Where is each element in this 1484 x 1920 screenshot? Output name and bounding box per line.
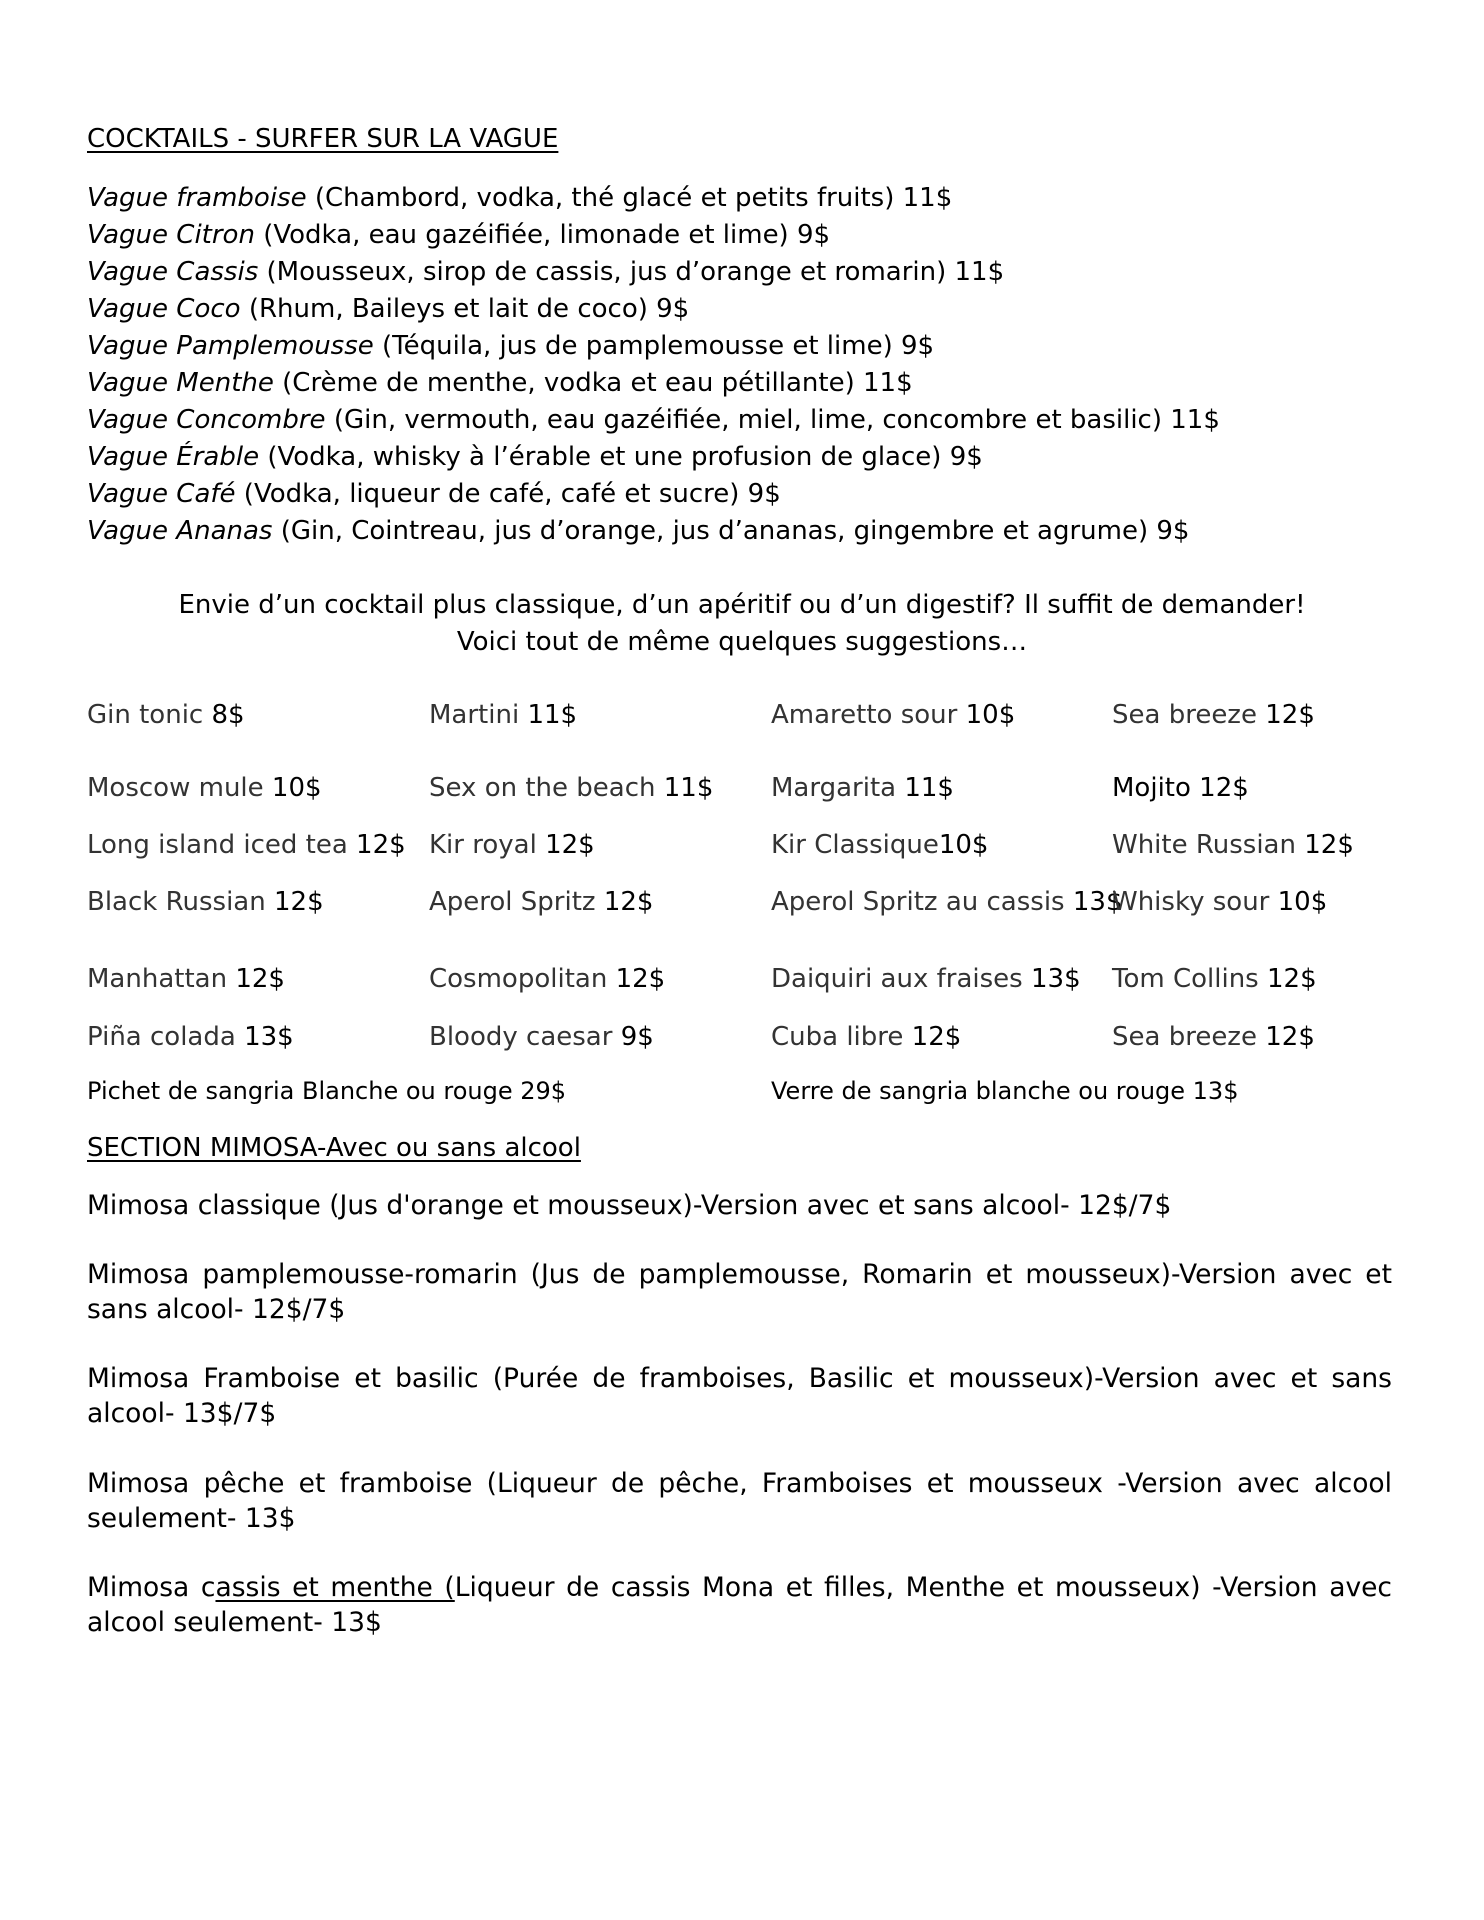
mimosa-text: Mimosa c bbox=[87, 1572, 216, 1603]
classic-price: 12$ bbox=[603, 887, 654, 917]
drink-name: Vague Coco bbox=[87, 294, 241, 324]
drink-details: (Gin, vermouth, eau gazéifiée, miel, lime, concombre et basilic) 11$ bbox=[325, 405, 1220, 435]
drink-name: Vague Cassis bbox=[87, 257, 259, 287]
classic-item bbox=[429, 964, 665, 994]
classic-item bbox=[1112, 964, 1317, 994]
classic-item bbox=[429, 1022, 654, 1052]
sangria-pitcher: Pichet de sangria Blanche ou rouge 29$ bbox=[87, 1077, 567, 1105]
classic-name: White Russian bbox=[1112, 830, 1305, 860]
classic-name: Bloody caesar bbox=[429, 1022, 621, 1052]
classic-price: 13$ bbox=[1072, 887, 1123, 917]
classic-price: 10$ bbox=[965, 700, 1016, 730]
classic-name: Long island iced tea bbox=[87, 830, 357, 860]
drink-details: (Mousseux, sirop de cassis, jus d’orange et romarin) 11$ bbox=[258, 257, 1005, 287]
classic-name: Margarita bbox=[771, 773, 905, 803]
classic-item bbox=[87, 830, 406, 860]
classic-name: Martini bbox=[429, 700, 528, 730]
classic-price: 12$ bbox=[911, 1022, 962, 1052]
classic-price: 10$ bbox=[271, 773, 322, 803]
classic-item bbox=[1112, 1022, 1315, 1052]
classic-item bbox=[771, 1022, 961, 1052]
classic-item bbox=[1112, 700, 1315, 730]
sangria-glass: Verre de sangria blanche ou rouge 13$ bbox=[771, 1077, 1239, 1105]
classic-item bbox=[87, 773, 322, 803]
classic-name: Daiquiri aux fraises bbox=[771, 964, 1031, 994]
classic-price: 11$ bbox=[904, 773, 954, 803]
intro-line-2: Voici tout de même quelques suggestions… bbox=[456, 627, 1028, 657]
mimosa-text: Liqueur de cassis Mona et filles, Menthe et mousseux) -Version avec alcool seulement- 13$ bbox=[87, 1572, 1392, 1638]
drink-name: Vague Café bbox=[87, 479, 236, 509]
drink-name: Vague Érable bbox=[87, 442, 260, 472]
classic-name: Cosmopolitan bbox=[429, 964, 616, 994]
classic-price: 13$ bbox=[244, 1022, 294, 1052]
drink-details: (Rhum, Baileys et lait de coco) 9$ bbox=[240, 294, 690, 324]
classic-name: Sex on the beach bbox=[429, 773, 664, 803]
classic-name: Sea breeze bbox=[1112, 1022, 1266, 1052]
list-item bbox=[87, 180, 952, 217]
mimosa-item-pamplemousse: Mimosa pamplemousse-romarin (Jus de pamplemousse, Romarin et mousseux)-Version avec et sans alcool- 12$/7$ bbox=[87, 1259, 1392, 1325]
classic-price: 12$ bbox=[356, 830, 406, 860]
classic-name: Sea breeze bbox=[1112, 700, 1266, 730]
classic-price: 12$ bbox=[1266, 964, 1317, 994]
classic-price: 9$ bbox=[620, 1022, 654, 1052]
classic-name: Aperol Spritz au cassis bbox=[771, 887, 1073, 917]
classic-item bbox=[771, 964, 1081, 994]
list-item bbox=[87, 291, 689, 328]
mimosa-item-framboise-basilic: Mimosa Framboise et basilic (Purée de framboises, Basilic et mousseux)-Version avec et sans alcool- 13$/7$ bbox=[87, 1363, 1392, 1429]
classic-name: Manhattan bbox=[87, 964, 236, 994]
mimosa-item-cassis-menthe bbox=[87, 1570, 1392, 1640]
mimosa-item-classique: Mimosa classique (Jus d'orange et mousseux)-Version avec et sans alcool- 12$/7$ bbox=[87, 1190, 1172, 1221]
classic-price: 12$ bbox=[1199, 773, 1249, 803]
classic-price: 12$ bbox=[1304, 830, 1354, 860]
classic-item bbox=[429, 700, 577, 730]
classic-price: 12$ bbox=[615, 964, 666, 994]
classic-name: Tom Collins bbox=[1112, 964, 1267, 994]
classic-price: 12$ bbox=[1265, 700, 1315, 730]
classic-name: Moscow mule bbox=[87, 773, 272, 803]
mimosa-item-peche-framboise: Mimosa pêche et framboise (Liqueur de pêche, Framboises et mousseux -Version avec alcool seulement- 13$ bbox=[87, 1468, 1392, 1534]
classic-price: 13$ bbox=[1030, 964, 1081, 994]
classic-item bbox=[771, 773, 954, 803]
classic-name: Aperol Spritz bbox=[429, 887, 604, 917]
drink-name: Vague Ananas bbox=[87, 516, 273, 546]
classic-item bbox=[429, 830, 595, 860]
classic-item bbox=[1112, 887, 1327, 917]
classic-price: 12$ bbox=[545, 830, 595, 860]
classic-name: Kir Classique bbox=[771, 830, 939, 860]
classic-name: Whisky sour bbox=[1112, 887, 1278, 917]
list-item bbox=[87, 513, 1189, 550]
classic-name: Mojito bbox=[1112, 773, 1200, 803]
drink-details: (Vodka, eau gazéifiée, limonade et lime) 9$ bbox=[254, 220, 831, 250]
cocktails-heading: COCKTAILS - SURFER SUR LA VAGUE bbox=[87, 124, 559, 154]
drink-details: (Chambord, vodka, thé glacé et petits fruits) 11$ bbox=[306, 183, 953, 213]
classic-price: 8$ bbox=[211, 700, 245, 730]
classic-item bbox=[87, 700, 245, 730]
drink-name: Vague framboise bbox=[87, 183, 307, 213]
classic-item bbox=[1112, 773, 1249, 803]
classic-price: 12$ bbox=[235, 964, 285, 994]
drink-name: Vague Menthe bbox=[87, 368, 274, 398]
classic-price: 10$ bbox=[1277, 887, 1328, 917]
mimosa-heading: SECTION MIMOSA-Avec ou sans alcool bbox=[87, 1133, 581, 1163]
list-item bbox=[87, 254, 1004, 291]
mimosa-underlined-text: assis et menthe ( bbox=[215, 1572, 455, 1603]
list-item bbox=[87, 439, 983, 476]
drink-name: Vague Concombre bbox=[87, 405, 326, 435]
classic-item bbox=[87, 1022, 294, 1052]
list-item bbox=[87, 476, 781, 513]
list-item bbox=[87, 328, 934, 365]
drink-details: (Téquila, jus de pamplemousse et lime) 9$ bbox=[373, 331, 935, 361]
classic-name: Amaretto sour bbox=[771, 700, 966, 730]
classic-price: 12$ bbox=[273, 887, 324, 917]
classic-price: 11$ bbox=[527, 700, 578, 730]
classic-name: Gin tonic bbox=[87, 700, 212, 730]
classic-name: Cuba libre bbox=[771, 1022, 912, 1052]
classic-item bbox=[771, 887, 1123, 917]
list-item bbox=[87, 217, 830, 254]
drink-name: Vague Citron bbox=[87, 220, 255, 250]
classic-item bbox=[771, 830, 988, 860]
classic-price: 11$ bbox=[663, 773, 714, 803]
drink-details: (Gin, Cointreau, jus d’orange, jus d’ananas, gingembre et agrume) 9$ bbox=[272, 516, 1190, 546]
classic-item bbox=[429, 773, 713, 803]
classic-item bbox=[429, 887, 653, 917]
classic-price: 10$ bbox=[938, 830, 989, 860]
classic-name: Kir royal bbox=[429, 830, 546, 860]
classic-price: 12$ bbox=[1265, 1022, 1315, 1052]
classic-item bbox=[771, 700, 1015, 730]
intro-line-1: Envie d’un cocktail plus classique, d’un apéritif ou d’un digestif? Il suffit de demander! bbox=[178, 590, 1306, 620]
list-item bbox=[87, 365, 913, 402]
drink-details: (Vodka, whisky à l’érable et une profusion de glace) 9$ bbox=[259, 442, 983, 472]
drink-details: (Crème de menthe, vodka et eau pétillante) 11$ bbox=[273, 368, 913, 398]
classic-item bbox=[87, 887, 324, 917]
list-item bbox=[87, 402, 1220, 439]
classic-name: Black Russian bbox=[87, 887, 274, 917]
classic-item bbox=[87, 964, 285, 994]
classic-name: Piña colada bbox=[87, 1022, 245, 1052]
drink-details: (Vodka, liqueur de café, café et sucre) 9$ bbox=[235, 479, 781, 509]
drink-name: Vague Pamplemousse bbox=[87, 331, 374, 361]
classic-item bbox=[1112, 830, 1354, 860]
